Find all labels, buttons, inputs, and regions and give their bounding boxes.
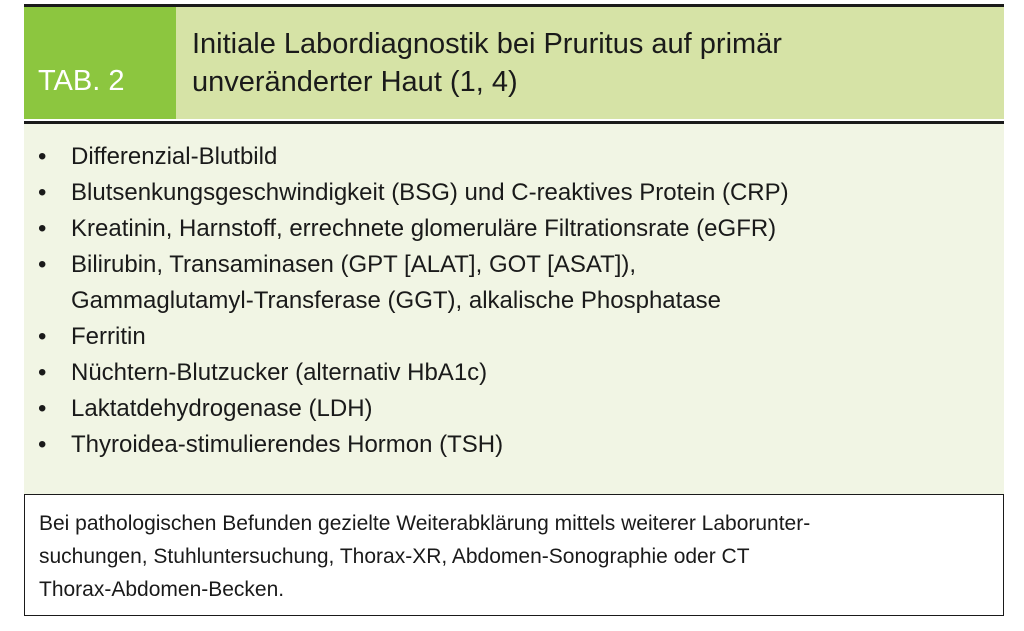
table-tab xyxy=(24,7,176,119)
list-item-text: Ferritin xyxy=(71,323,146,350)
list-item xyxy=(24,211,984,247)
list-item-text: Nüchtern-Blutzucker (alternativ HbA1c) xyxy=(71,359,488,386)
list-item-text-line-1: Bilirubin, Transaminasen (GPT [ALAT], GOT [ASAT]), xyxy=(71,251,637,278)
lab-diagnostics-table xyxy=(24,4,1004,616)
bullet-icon: • xyxy=(38,215,47,242)
list-item-text-line-2: Gammaglutamyl-Transferase (GGT), alkalische Phosphatase xyxy=(71,287,722,314)
table-title xyxy=(192,25,972,101)
bullet-icon: • xyxy=(38,143,47,170)
list-item xyxy=(24,355,984,391)
bullet-icon: • xyxy=(38,251,47,278)
table-header xyxy=(24,7,1004,119)
list-item-text: Blutsenkungsgeschwindigkeit (BSG) und C-reaktives Protein (CRP) xyxy=(71,179,789,206)
table-title-line-1: Initiale Labordiagnostik bei Pruritus auf primär xyxy=(192,28,782,60)
list-item xyxy=(24,247,984,319)
bullet-icon: • xyxy=(38,179,47,206)
lab-test-list xyxy=(24,139,984,463)
list-item xyxy=(24,391,984,427)
table-title-line-2: unveränderter Haut (1, 4) xyxy=(192,66,518,98)
bullet-icon: • xyxy=(38,395,47,422)
bullet-icon: • xyxy=(38,359,47,386)
tab-label: TAB. 2 xyxy=(38,65,125,97)
list-item xyxy=(24,427,984,463)
list-item-text: Laktatdehydrogenase (LDH) xyxy=(71,395,373,422)
table-footer-note xyxy=(24,494,1004,616)
footer-note-line-2: suchungen, Stuhluntersuchung, Thorax-XR, Abdomen-Sonographie oder CT xyxy=(39,545,750,568)
bullet-icon: • xyxy=(38,431,47,458)
bullet-icon: • xyxy=(38,323,47,350)
list-item xyxy=(24,319,984,355)
list-item-text: Kreatinin, Harnstoff, errechnete glomeruläre Filtrationsrate (eGFR) xyxy=(71,215,777,242)
list-item xyxy=(24,175,984,211)
footer-note-line-3: Thorax-Abdomen-Becken. xyxy=(39,578,285,601)
list-item-text: Thyroidea-stimulierendes Hormon (TSH) xyxy=(71,431,504,458)
list-item-text: Differenzial-Blutbild xyxy=(71,143,278,170)
table-body xyxy=(24,121,1004,494)
footer-note-text xyxy=(39,507,989,606)
list-item xyxy=(24,139,984,175)
footer-note-line-1: Bei pathologischen Befunden gezielte Weiterabklärung mittels weiterer Laborunter- xyxy=(39,512,811,535)
